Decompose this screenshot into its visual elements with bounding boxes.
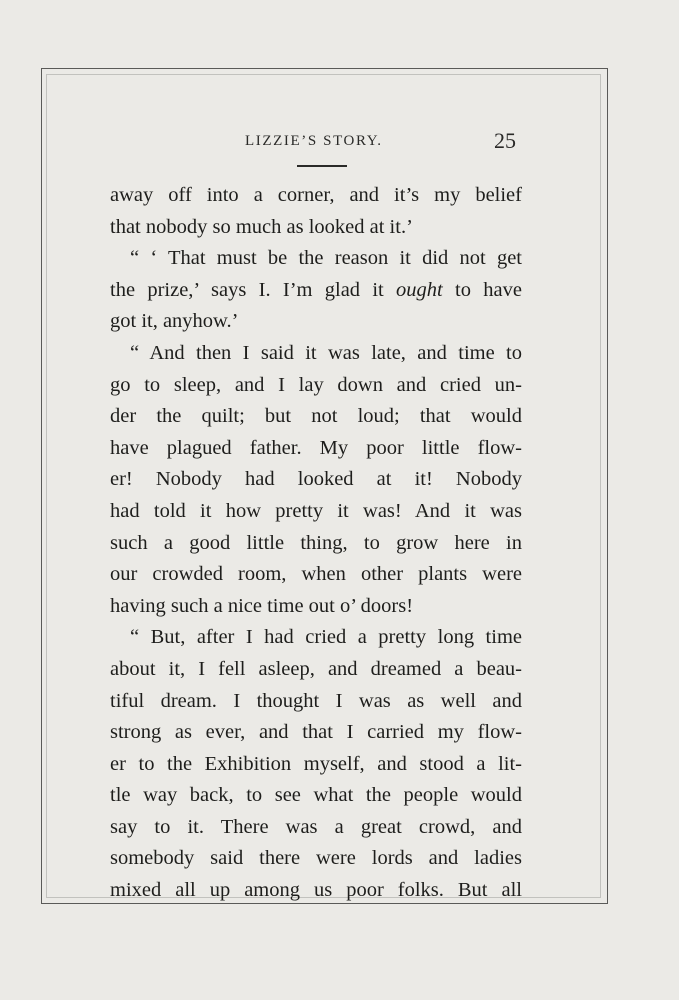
text-line: tiful dream. I thought I was as well and xyxy=(110,689,522,712)
text-line: er! Nobody had looked at it! Nobody xyxy=(110,468,522,491)
text-line: such a good little thing, to grow here in xyxy=(110,531,522,554)
text-line-part: the prize,’ says I. I’m glad it xyxy=(110,278,384,301)
text-line: got it, anyhow.’ xyxy=(110,310,239,333)
running-head: LIZZIE’S STORY. xyxy=(245,133,383,149)
body-text xyxy=(110,180,522,907)
text-line: say to it. There was a great crowd, and xyxy=(110,815,522,838)
text-line: mixed all up among us poor folks. But all xyxy=(110,879,522,902)
text-line: tle way back, to see what the people would xyxy=(110,784,522,807)
text-line: away off into a corner, and it’s my belief xyxy=(110,184,522,206)
text-line: that nobody so much as looked at it.’ xyxy=(110,215,413,238)
text-line: “ But, after I had cried a pretty long time xyxy=(130,626,522,649)
page-header xyxy=(0,128,679,158)
text-line: about it, I fell asleep, and dreamed a beau- xyxy=(110,657,522,680)
text-line: somebody said there were lords and ladies xyxy=(110,847,522,870)
text-line: der the quilt; but not loud; that would xyxy=(110,405,522,428)
text-line xyxy=(110,275,522,307)
text-line: go to sleep, and I lay down and cried un- xyxy=(110,373,522,396)
text-line: er to the Exhibition myself, and stood a lit- xyxy=(110,752,522,775)
italic-word: ought xyxy=(396,278,443,301)
text-line: strong as ever, and that I carried my flow- xyxy=(110,721,522,744)
text-line: “ ‘ That must be the reason it did not get xyxy=(130,247,522,270)
header-rule xyxy=(297,165,347,167)
text-line: our crowded room, when other plants were xyxy=(110,563,522,586)
text-line: had told it how pretty it was! And it was xyxy=(110,499,522,522)
text-line: have plagued father. My poor little flow- xyxy=(110,436,522,459)
text-line-part: to have xyxy=(442,278,522,301)
text-line: having such a nice time out o’ doors! xyxy=(110,594,414,617)
page-number: 25 xyxy=(494,128,516,153)
text-line: “ And then I said it was late, and time to xyxy=(130,341,522,364)
